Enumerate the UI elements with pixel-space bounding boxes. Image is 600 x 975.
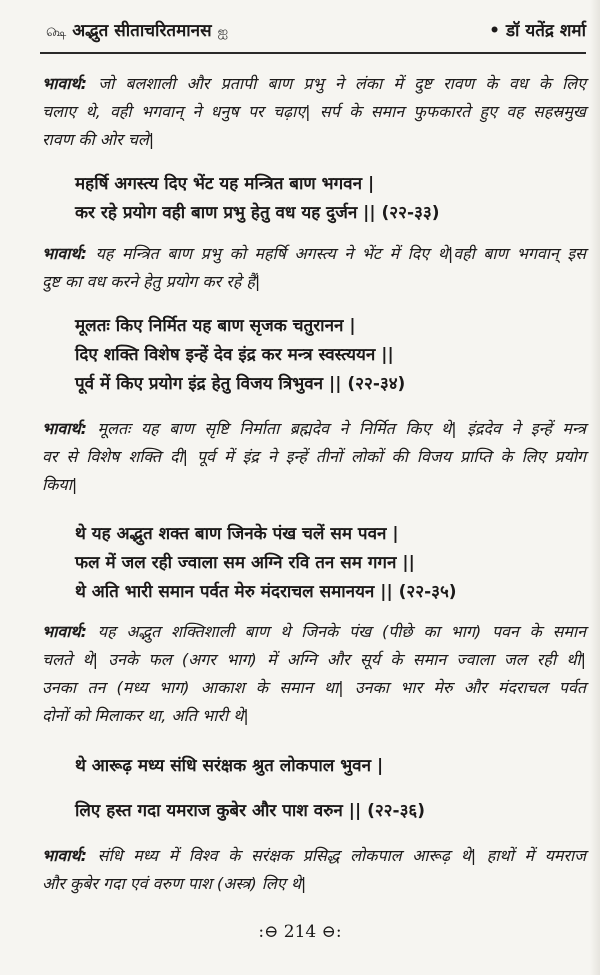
line-text: दोनों को मिलाकर था, अति भारी थे| — [42, 706, 249, 725]
line-text: मूलतः यह बाण सृष्टि निर्माता ब्रह्मदेव ने निर्मित किए थे| इंद्रदेव ने इन्हें मन्त्र — [87, 419, 586, 438]
verse-block — [75, 520, 457, 607]
page-edge-shadow — [590, 0, 600, 975]
line-text: रावण की ओर चले| — [42, 130, 155, 149]
paragraph-line — [42, 98, 586, 126]
verse-line — [75, 549, 457, 578]
line-text: पूर्व में किए प्रयोग इंद्र हेतु विजय त्रिभुवन || (२२-३४) — [75, 374, 406, 394]
verse-line — [75, 752, 425, 781]
paragraph-line — [42, 870, 586, 898]
bhavarth-paragraph — [42, 70, 586, 154]
line-text: थे आरूढ़ मध्य संधि सरंक्षक श्रुत लोकपाल भुवन | — [75, 756, 384, 776]
verse-line — [75, 797, 425, 826]
footer-left-ornament-icon: :⊖ — [258, 922, 279, 942]
paragraph-line — [42, 415, 586, 443]
bhavarth-paragraph — [42, 240, 586, 296]
verse-line — [75, 199, 439, 228]
page-number: 214 — [283, 922, 317, 942]
bhavarth-paragraph — [42, 618, 586, 730]
bhavarth-label: भावार्थ: — [42, 74, 88, 93]
verse-block — [75, 312, 405, 399]
line-text: महर्षि अगस्त्य दिए भेंट यह मन्त्रित बाण भगवन | — [75, 174, 375, 194]
bhavarth-label: भावार्थ: — [42, 622, 88, 641]
verse-line — [75, 170, 439, 199]
bhavarth-paragraph — [42, 842, 586, 898]
header-rule — [40, 52, 586, 54]
paragraph-line — [42, 70, 586, 98]
author-group — [489, 18, 586, 41]
verse-line — [75, 341, 405, 370]
line-text: चलाए थे, वही भगवान् ने धनुष पर चढ़ाए| सर्प के समान फुफकारते हुए वह सहस्रमुख — [42, 102, 586, 121]
bhavarth-label: भावार्थ: — [42, 244, 88, 263]
bhavarth-label: भावार्थ: — [42, 846, 88, 865]
left-ornament-icon: ௸ — [46, 25, 67, 40]
page-footer — [0, 922, 600, 942]
line-text: दुष्ट का वध करने हेतु प्रयोग कर रहे हैं| — [42, 272, 261, 291]
paragraph-line — [42, 126, 586, 154]
paragraph-line — [42, 471, 586, 499]
line-text: थे अति भारी समान पर्वत मेरु मंदराचल समानयन || (२२-३५) — [75, 582, 457, 602]
paragraph-line — [42, 842, 586, 870]
paragraph-line — [42, 674, 586, 702]
bhavarth-label: भावार्थ: — [42, 419, 88, 438]
verse-line — [75, 370, 405, 399]
verse-line — [75, 520, 457, 549]
verse-line — [75, 312, 405, 341]
author-name: डॉ यतेंद्र शर्मा — [505, 21, 586, 41]
line-text: दिए शक्ति विशेष इन्हें देव इंद्र कर मन्त्र स्वस्त्ययन || — [75, 345, 394, 365]
line-text: फल में जल रही ज्वाला सम अग्नि रवि तन सम गगन || — [75, 553, 415, 573]
book-title-group — [40, 18, 234, 41]
book-title: अद्भुत सीताचरितमानस — [72, 21, 212, 41]
line-text: चलते थे| उनके फल (अगर भाग) में अग्नि और सूर्य के समान ज्वाला जल रही थी| — [42, 650, 586, 669]
paragraph-line — [42, 268, 586, 296]
verse-block — [75, 752, 425, 826]
paragraph-line — [42, 702, 586, 730]
paragraph-line — [42, 443, 586, 471]
line-text: लिए हस्त गदा यमराज कुबेर और पाश वरुन || (२२-३६) — [75, 801, 426, 821]
bullet-icon: • — [489, 21, 501, 41]
paragraph-line — [42, 646, 586, 674]
bhavarth-paragraph — [42, 415, 586, 499]
right-ornament-icon: ஐ — [217, 25, 229, 40]
line-text: कर रहे प्रयोग वही बाण प्रभु हेतु वध यह दुर्जन || (२२-३३) — [75, 203, 440, 223]
running-header — [40, 14, 586, 44]
verse-line — [75, 578, 457, 607]
line-text: यह अद्भुत शक्तिशाली बाण थे जिनके पंख (पीछे का भाग) पवन के समान — [87, 622, 586, 641]
paragraph-line — [42, 618, 586, 646]
line-text: और कुबेर गदा एवं वरुण पाश (अस्त्र) लिए थे| — [42, 874, 307, 893]
paragraph-line — [42, 240, 586, 268]
line-text: मूलतः किए निर्मित यह बाण सृजक चतुरानन | — [75, 316, 356, 336]
line-text: वर से विशेष शक्ति दी| पूर्व में इंद्र ने इन्हें तीनों लोकों की विजय प्राप्ति के लिए प्रयोग — [42, 447, 586, 466]
footer-right-ornament-icon: ⊖: — [321, 922, 342, 942]
line-text: संधि मध्य में विश्व के सरंक्षक प्रसिद्ध लोकपाल आरूढ़ थे| हाथों में यमराज — [87, 846, 586, 865]
line-text: उनका तन (मध्य भाग) आकाश के समान था| उनका भार मेरु और मंदराचल पर्वत — [42, 678, 586, 697]
verse-block — [75, 170, 439, 228]
line-text: जो बलशाली और प्रतापी बाण प्रभु ने लंका में दुष्ट रावण के वध के लिए — [87, 74, 586, 93]
line-text: यह मन्त्रित बाण प्रभु को महर्षि अगस्त्य ने भेंट में दिए थे|वही बाण भगवान् इस — [87, 244, 586, 263]
line-text: थे यह अद्भुत शक्त बाण जिनके पंख चलें सम पवन | — [75, 524, 399, 544]
line-text: किया| — [42, 475, 78, 494]
